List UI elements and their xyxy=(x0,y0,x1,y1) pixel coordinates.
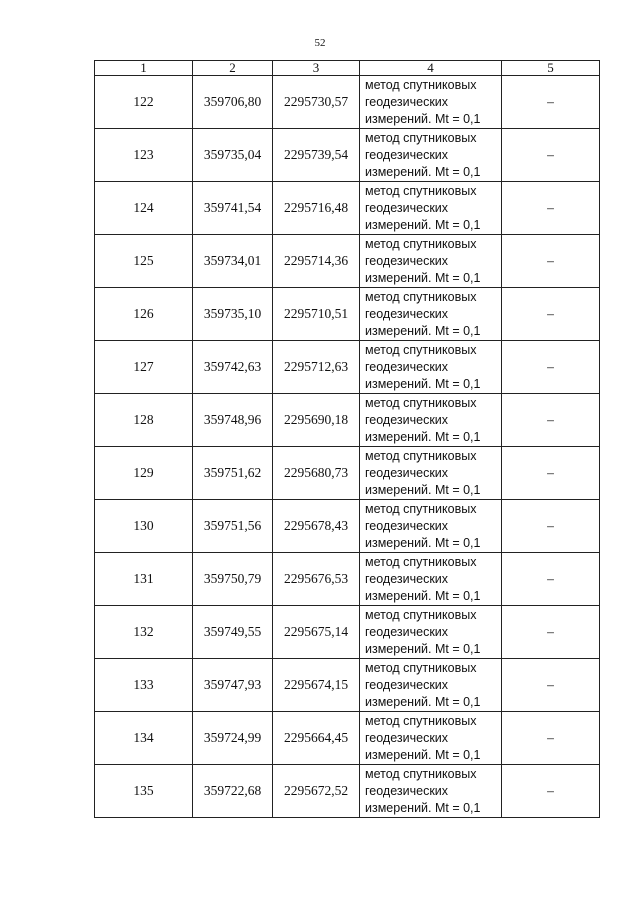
table-row xyxy=(95,606,600,659)
method-line: измерений. Mt = 0,1 xyxy=(365,694,481,709)
table-row xyxy=(95,765,600,818)
coordinate-y: 2295712,63 xyxy=(273,341,360,394)
method-line: измерений. Mt = 0,1 xyxy=(365,111,481,126)
method-line: метод спутниковых xyxy=(365,130,477,145)
method-line: метод спутниковых xyxy=(365,183,477,198)
table-row xyxy=(95,341,600,394)
point-number: 135 xyxy=(95,765,193,818)
point-number: 134 xyxy=(95,712,193,765)
table-row xyxy=(95,447,600,500)
method-description xyxy=(360,712,502,765)
method-description xyxy=(360,341,502,394)
note-dash: – xyxy=(502,500,600,553)
point-number: 130 xyxy=(95,500,193,553)
method-description xyxy=(360,76,502,129)
point-number: 125 xyxy=(95,235,193,288)
coordinate-x: 359734,01 xyxy=(193,235,273,288)
coordinate-y: 2295674,15 xyxy=(273,659,360,712)
coordinate-y: 2295672,52 xyxy=(273,765,360,818)
coordinate-y: 2295714,36 xyxy=(273,235,360,288)
note-dash: – xyxy=(502,447,600,500)
table-row xyxy=(95,129,600,182)
coordinate-x: 359748,96 xyxy=(193,394,273,447)
coordinate-x: 359735,04 xyxy=(193,129,273,182)
method-line: метод спутниковых xyxy=(365,501,477,516)
coordinate-y: 2295716,48 xyxy=(273,182,360,235)
method-description xyxy=(360,447,502,500)
point-number: 129 xyxy=(95,447,193,500)
header-col-5: 5 xyxy=(502,61,600,76)
note-dash: – xyxy=(502,659,600,712)
method-line: геодезических xyxy=(365,783,449,798)
coordinate-x: 359741,54 xyxy=(193,182,273,235)
table-body xyxy=(95,76,600,818)
coordinate-y: 2295710,51 xyxy=(273,288,360,341)
note-dash: – xyxy=(502,288,600,341)
note-dash: – xyxy=(502,129,600,182)
coordinate-x: 359751,62 xyxy=(193,447,273,500)
note-dash: – xyxy=(502,341,600,394)
point-number: 132 xyxy=(95,606,193,659)
coordinate-x: 359722,68 xyxy=(193,765,273,818)
point-number: 128 xyxy=(95,394,193,447)
table-row xyxy=(95,182,600,235)
method-line: геодезических xyxy=(365,306,449,321)
page-number: 52 xyxy=(314,37,326,49)
method-line: измерений. Mt = 0,1 xyxy=(365,800,481,815)
note-dash: – xyxy=(502,235,600,288)
method-line: геодезических xyxy=(365,730,449,745)
method-description xyxy=(360,765,502,818)
method-line: метод спутниковых xyxy=(365,77,477,92)
method-line: метод спутниковых xyxy=(365,395,477,410)
header-col-1: 1 xyxy=(95,61,193,76)
method-description xyxy=(360,553,502,606)
point-number: 131 xyxy=(95,553,193,606)
table-row xyxy=(95,394,600,447)
coordinate-x: 359724,99 xyxy=(193,712,273,765)
coordinate-y: 2295680,73 xyxy=(273,447,360,500)
header-col-4: 4 xyxy=(360,61,502,76)
method-description xyxy=(360,606,502,659)
method-line: геодезических xyxy=(365,147,449,162)
method-line: измерений. Mt = 0,1 xyxy=(365,588,481,603)
note-dash: – xyxy=(502,182,600,235)
method-description xyxy=(360,235,502,288)
coordinate-x: 359750,79 xyxy=(193,553,273,606)
method-line: метод спутниковых xyxy=(365,289,477,304)
point-number: 126 xyxy=(95,288,193,341)
method-line: геодезических xyxy=(365,677,449,692)
coordinate-x: 359735,10 xyxy=(193,288,273,341)
table-row xyxy=(95,553,600,606)
method-line: метод спутниковых xyxy=(365,448,477,463)
table-row xyxy=(95,288,600,341)
method-line: метод спутниковых xyxy=(365,236,477,251)
method-line: геодезических xyxy=(365,200,449,215)
table-row xyxy=(95,500,600,553)
method-line: геодезических xyxy=(365,412,449,427)
coordinates-table xyxy=(94,60,600,818)
method-line: метод спутниковых xyxy=(365,342,477,357)
point-number: 133 xyxy=(95,659,193,712)
method-line: измерений. Mt = 0,1 xyxy=(365,376,481,391)
table-row xyxy=(95,76,600,129)
method-line: геодезических xyxy=(365,359,449,374)
method-line: измерений. Mt = 0,1 xyxy=(365,164,481,179)
header-col-3: 3 xyxy=(273,61,360,76)
method-line: геодезических xyxy=(365,94,449,109)
method-line: измерений. Mt = 0,1 xyxy=(365,429,481,444)
method-description xyxy=(360,182,502,235)
note-dash: – xyxy=(502,606,600,659)
point-number: 123 xyxy=(95,129,193,182)
method-description xyxy=(360,500,502,553)
point-number: 122 xyxy=(95,76,193,129)
note-dash: – xyxy=(502,394,600,447)
method-line: измерений. Mt = 0,1 xyxy=(365,747,481,762)
method-line: измерений. Mt = 0,1 xyxy=(365,482,481,497)
table-row xyxy=(95,712,600,765)
method-line: метод спутниковых xyxy=(365,607,477,622)
coordinate-x: 359751,56 xyxy=(193,500,273,553)
coordinate-x: 359742,63 xyxy=(193,341,273,394)
coordinate-y: 2295690,18 xyxy=(273,394,360,447)
table-header xyxy=(95,61,600,76)
method-line: геодезических xyxy=(365,624,449,639)
point-number: 124 xyxy=(95,182,193,235)
coordinate-y: 2295678,43 xyxy=(273,500,360,553)
method-line: измерений. Mt = 0,1 xyxy=(365,535,481,550)
coordinate-y: 2295739,54 xyxy=(273,129,360,182)
method-line: геодезических xyxy=(365,465,449,480)
point-number: 127 xyxy=(95,341,193,394)
coordinate-y: 2295664,45 xyxy=(273,712,360,765)
method-description xyxy=(360,288,502,341)
note-dash: – xyxy=(502,712,600,765)
coordinate-y: 2295730,57 xyxy=(273,76,360,129)
method-line: метод спутниковых xyxy=(365,713,477,728)
method-line: измерений. Mt = 0,1 xyxy=(365,641,481,656)
coordinate-x: 359706,80 xyxy=(193,76,273,129)
note-dash: – xyxy=(502,765,600,818)
header-col-2: 2 xyxy=(193,61,273,76)
method-description xyxy=(360,129,502,182)
note-dash: – xyxy=(502,553,600,606)
method-line: измерений. Mt = 0,1 xyxy=(365,270,481,285)
note-dash: – xyxy=(502,76,600,129)
coordinate-x: 359749,55 xyxy=(193,606,273,659)
method-line: геодезических xyxy=(365,518,449,533)
coordinate-y: 2295676,53 xyxy=(273,553,360,606)
method-line: метод спутниковых xyxy=(365,660,477,675)
method-line: метод спутниковых xyxy=(365,554,477,569)
method-description xyxy=(360,394,502,447)
method-line: измерений. Mt = 0,1 xyxy=(365,323,481,338)
method-line: геодезических xyxy=(365,253,449,268)
table-row xyxy=(95,235,600,288)
method-description xyxy=(360,659,502,712)
coordinate-y: 2295675,14 xyxy=(273,606,360,659)
header-row xyxy=(95,61,600,76)
method-line: измерений. Mt = 0,1 xyxy=(365,217,481,232)
method-line: геодезических xyxy=(365,571,449,586)
method-line: метод спутниковых xyxy=(365,766,477,781)
coordinate-x: 359747,93 xyxy=(193,659,273,712)
table-row xyxy=(95,659,600,712)
